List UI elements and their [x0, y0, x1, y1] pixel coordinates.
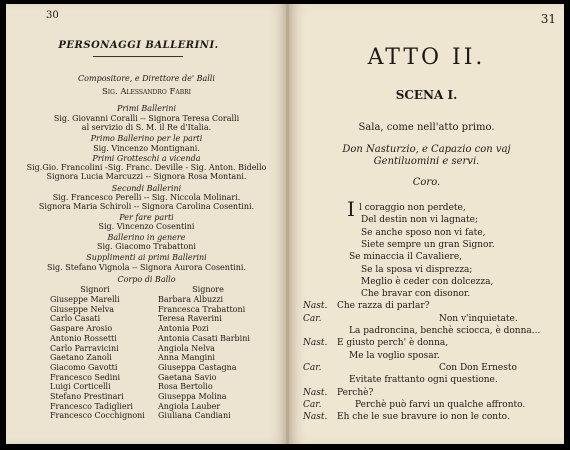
verse-line: Evitate frattanto ogni questione. — [349, 375, 498, 386]
cast-line: Primi Ballerini — [116, 104, 177, 113]
open-book — [6, 4, 564, 444]
signori-name: Luigi Corticelli — [50, 382, 111, 392]
signore-name: Angiola Nelva — [158, 343, 215, 353]
scene-setting: Sala, come nell'atto primo. — [358, 122, 495, 133]
signori-name: Francesco Cocchignoni — [50, 411, 145, 421]
cast-line: Sig. Alessandro Fabri — [101, 87, 192, 97]
verse-line: Con Don Ernesto — [439, 362, 517, 373]
signore-column — [158, 295, 250, 421]
verse-line: Se la sposa vi disprezza; — [361, 264, 473, 275]
speaker-label: Car. — [303, 362, 322, 373]
cast-title: PERSONAGGI BALLERINI. — [58, 40, 219, 51]
stage-direction: Don Nasturzio, e Capazio con vaj — [342, 144, 511, 155]
cast-line: Signora Lucia Marcuzzi -- Signora Rosa Montani. — [46, 172, 247, 181]
signori-name: Giacomo Gavotti — [50, 362, 118, 372]
left-page-number: 30 — [46, 10, 59, 21]
drop-cap: I — [347, 197, 355, 221]
verse-line: Me la voglio sposar. — [349, 350, 440, 361]
signore-name: Gaetana Savio — [158, 372, 217, 382]
speaker-label: Car. — [303, 313, 322, 324]
cast-line: Ballerino in genere — [107, 233, 186, 242]
signori-name: Gaetano Zanoli — [50, 353, 112, 363]
signore-name: Antonia Pozi — [158, 324, 209, 334]
signore-name: Barbara Albuzzi — [158, 295, 224, 304]
cast-line: Primi Grotteschi a vicenda — [92, 154, 201, 163]
verse-line: Perchè? — [337, 387, 374, 398]
verse-line: Del destin non vi lagnate; — [361, 215, 478, 226]
signore-name: Antonia Casati Barbini — [158, 333, 250, 343]
speaker-label: Car. — [303, 399, 322, 410]
cast-line: Compositore, e Direttore de' Balli — [78, 74, 215, 83]
signori-name: Carlo Casati — [50, 314, 101, 324]
verse-line: l coraggio non perdete, — [359, 203, 466, 213]
scene-title: SCENA I. — [395, 88, 458, 102]
cast-line: Sig. Vincenzo Montignani. — [93, 144, 200, 153]
signore-name: Angiola Lauber — [158, 401, 221, 411]
cast-line: Signora Maria Schiroli -- Signora Carolina Cosentini. — [38, 202, 255, 211]
verse-line: Non v'inquietate. — [439, 313, 518, 324]
signore-name: Giuliana Candiani — [158, 411, 231, 421]
right-page-number: 31 — [540, 12, 556, 26]
cast-line: Sig.Gio. Francolini -Sig. Franc. Deville - Sig. Anton. Bidello — [26, 163, 267, 172]
signore-name: Rosa Bertolio — [158, 382, 213, 392]
signore-header: Signore — [192, 285, 224, 294]
verse-line: Se anche sposo non vi fate, — [361, 227, 486, 238]
cast-line: Secondi Ballerini — [111, 184, 182, 193]
verse-line: Se minaccia il Cavaliere, — [349, 252, 463, 263]
verse-line: Siete sempre un gran Signor. — [361, 239, 495, 250]
verse-line: Eh che le sue bravure io non le conto. — [337, 412, 510, 423]
title-rule — [93, 56, 183, 57]
cast-line: Sig. Stefano Vignola -- Signora Aurora Cosentini. — [47, 263, 246, 272]
signore-name: Giuseppa Molina — [158, 392, 227, 402]
verse-line: Che razza di parlar? — [337, 301, 430, 312]
signori-name: Giuseppe Nelva — [50, 304, 115, 314]
cast-line: Per fare parti — [119, 213, 174, 222]
signore-name: Giuseppa Castagna — [158, 362, 237, 372]
signori-name: Antonio Rossetti — [50, 333, 117, 343]
signori-name: Francesco Sedini — [50, 372, 121, 382]
speaker-label: Nast. — [303, 301, 328, 312]
act-title: ATTO II. — [367, 45, 486, 70]
cast-line: Sig. Francesco Perelli -- Sig. Niccola Molinari. — [52, 193, 241, 202]
chorus-label: Coro. — [412, 177, 441, 188]
right-page — [289, 4, 564, 444]
verse-line: Che bravar con disonor. — [361, 289, 471, 300]
speaker-label: Nast. — [303, 387, 328, 398]
left-page — [6, 4, 287, 444]
signori-name: Giuseppe Marelli — [50, 295, 120, 304]
verse-line: La padroncina, benchè sciocca, è donna... — [349, 326, 541, 336]
cast-line: Supplimenti ai primi Ballerini — [86, 253, 207, 262]
signori-column — [50, 295, 145, 421]
signori-name: Francesco Tadiglieri — [50, 401, 133, 411]
signori-header: Signori — [80, 285, 110, 294]
cast-line: al servizio di S. M. il Re d'Italia. — [81, 123, 212, 132]
signore-name: Francesca Trabattoni — [158, 304, 246, 314]
signori-name: Stefano Prestinari — [50, 392, 124, 402]
signori-name: Carlo Parravicini — [50, 343, 119, 353]
cast-line: Sig. Giovanni Coralli -- Signora Teresa Coralli — [53, 114, 240, 123]
stage-direction: Gentiluomini e servi. — [373, 156, 480, 167]
speaker-label: Nast. — [303, 338, 328, 349]
cast-line: Sig. Vincenzo Cosentini — [98, 222, 195, 231]
speaker-label: Nast. — [303, 412, 328, 423]
cast-line: Sig. Giacomo Trabattoni — [97, 242, 196, 251]
signore-name: Anna Mangini — [158, 353, 215, 363]
cast-line: Corpo di Ballo — [117, 275, 176, 284]
signore-name: Teresa Raverini — [158, 314, 222, 324]
verse-line: Meglio è ceder con dolcezza, — [361, 276, 494, 287]
cast-line: Primo Ballerino per le parti — [90, 134, 203, 143]
verse-line: Perchè può farvi un qualche affronto. — [355, 399, 526, 410]
verse-line: E giusto perch' è donna, — [337, 338, 449, 349]
signori-name: Gaspare Arosio — [50, 324, 113, 334]
